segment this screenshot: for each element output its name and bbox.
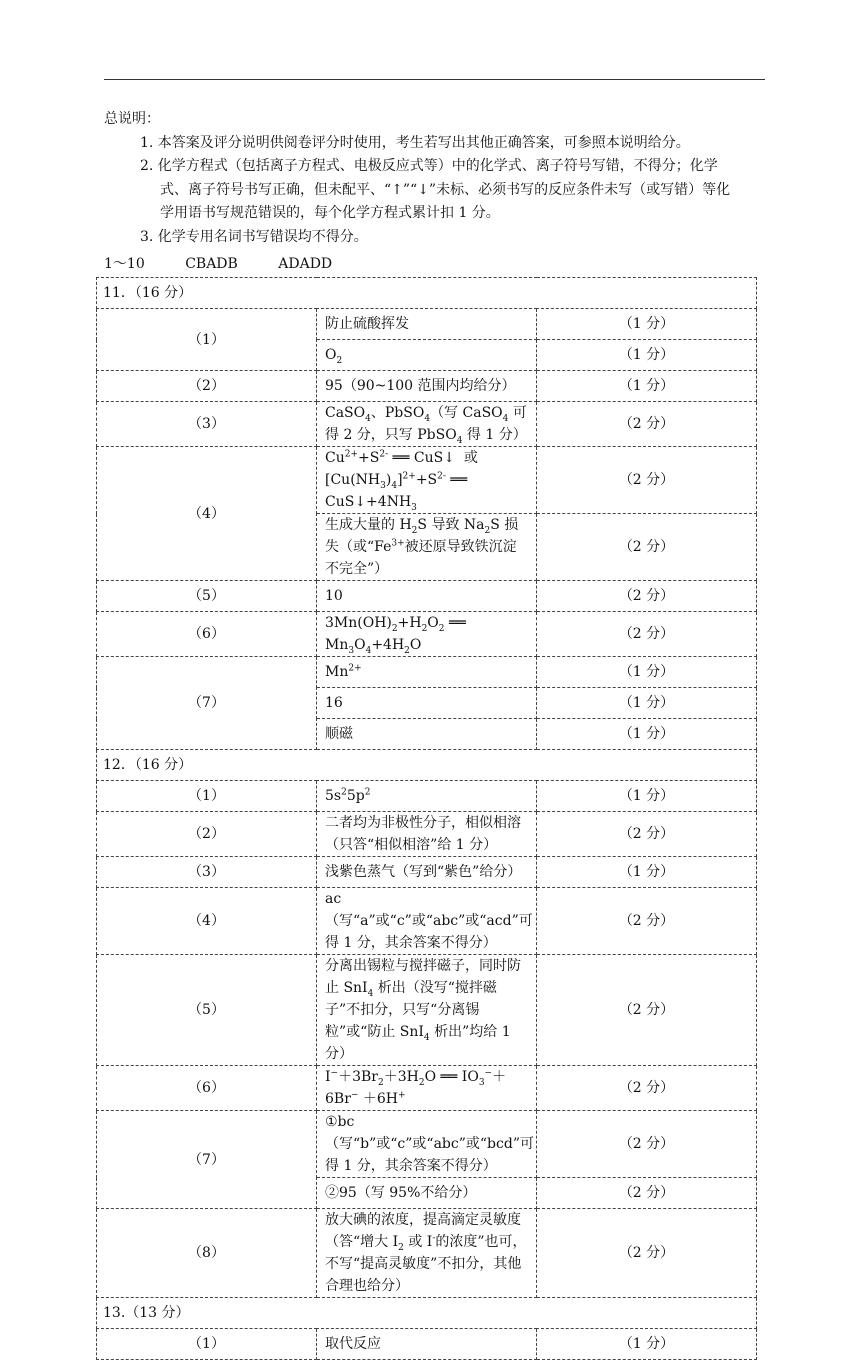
note-2-line-2: 式、离子符号书写正确，但未配平、“↑”“↓”未标、必须书写的反应条件未写（或写错）等化 — [160, 181, 731, 198]
q12-3-answer: 浅紫色蒸气（写到“紫色”给分） — [317, 857, 537, 888]
q12-7-index: （7） — [97, 1111, 317, 1209]
q11-6-index: （6） — [97, 612, 317, 657]
q12-3-index: （3） — [97, 857, 317, 888]
q11-6-answer: $3Mn(OH)_2+H_2O_2$ ══ $Mn_3O_4+4H_2O$ — [317, 612, 537, 657]
q11-4-answer-a: $Cu^{2+}+S^{2-}$ ══ CuS↓ 或 $[Cu(NH_3)_4]^{2+}+S^{2-}$ ══ $CuS↓+4NH_3$ — [317, 447, 537, 514]
q11-2-answer: 95（90~100 范围内均给分） — [317, 371, 537, 402]
q11-6-score: （2 分） — [537, 612, 757, 657]
q11-3-answer: CaSO$_4$、PbSO$_4$（写 CaSO$_4$ 可得 2 分，只写 PbSO$_4$ 得 1 分） — [317, 402, 537, 447]
table-row — [97, 857, 757, 888]
q11-4-index: （4） — [97, 447, 317, 581]
q11-3-score: （2 分） — [537, 402, 757, 447]
q11-7-score-a: （1 分） — [537, 657, 757, 688]
q11-5-score: （2 分） — [537, 581, 757, 612]
q12-4-score: （2 分） — [537, 888, 757, 955]
mcq-group-1: CBADB — [185, 256, 238, 272]
q12-1-index: （1） — [97, 781, 317, 812]
table-row — [97, 1111, 757, 1178]
table-row — [97, 371, 757, 402]
q12-5-answer: 分离出锡粒与搅拌磁子，同时防止 SnI$_4$ 析出（没写“搅拌磁子”不扣分，只写“分离锡粒”或“防止 SnI$_4$ 析出”均给 1 分） — [317, 955, 537, 1066]
q12-header: 12．（16 分） — [97, 750, 757, 781]
q11-4-score-a: （2 分） — [537, 447, 757, 514]
q11-2-index: （2） — [97, 371, 317, 402]
header-rule — [104, 79, 765, 80]
general-notes — [104, 108, 772, 249]
q11-7-answer-b: 16 — [317, 688, 537, 719]
q11-header: 11．（16 分） — [97, 278, 757, 309]
q12-2-score: （2 分） — [537, 812, 757, 857]
q11-7-answer-c: 顺磁 — [317, 719, 537, 750]
q11-1-index: （1） — [97, 309, 317, 371]
q12-2-index: （2） — [97, 812, 317, 857]
q12-1-score: （1 分） — [537, 781, 757, 812]
table-row — [97, 657, 757, 688]
q12-7-score-b: （2 分） — [537, 1178, 757, 1209]
table-row — [97, 1329, 757, 1360]
q11-2-score: （1 分） — [537, 371, 757, 402]
q11-3-index: （3） — [97, 402, 317, 447]
q12-4-index: （4） — [97, 888, 317, 955]
note-2-line-3: 学用语书写规范错误的，每个化学方程式累计扣 1 分。 — [160, 205, 500, 221]
q12-7-score-a: （2 分） — [537, 1111, 757, 1178]
q11-1-answer-b: $O_2$ — [317, 340, 537, 371]
q12-6-answer: $I^-+3Br_2+3H_2O$ ══ $IO_3^-+6Br^- +6H^+$ — [317, 1066, 537, 1111]
table-row — [97, 402, 757, 447]
section-header — [97, 750, 757, 781]
q12-2-answer: 二者均为非极性分子，相似相溶（只答“相似相溶”给 1 分） — [317, 812, 537, 857]
table-row — [97, 888, 757, 955]
q11-7-score-c: （1 分） — [537, 719, 757, 750]
section-header — [97, 1298, 757, 1329]
table-row — [97, 955, 757, 1066]
q11-5-index: （5） — [97, 581, 317, 612]
q13-1-answer: 取代反应 — [317, 1329, 537, 1360]
q13-1-score: （1 分） — [537, 1329, 757, 1360]
q11-7-index: （7） — [97, 657, 317, 750]
table-row — [97, 447, 757, 514]
q12-6-index: （6） — [97, 1066, 317, 1111]
table-row — [97, 812, 757, 857]
note-2: 2. 化学方程式（包括离子方程式、电极反应式等）中的化学式、离子符号写错，不得分；化学 — [140, 158, 718, 174]
q13-1-index: （1） — [97, 1329, 317, 1360]
q12-5-index: （5） — [97, 955, 317, 1066]
mcq-range: 1～10 — [104, 256, 145, 272]
notes-title: 总说明： — [104, 111, 160, 127]
q12-8-score: （2 分） — [537, 1209, 757, 1298]
q12-8-index: （8） — [97, 1209, 317, 1298]
q12-3-score: （1 分） — [537, 857, 757, 888]
q11-1-score-b: （1 分） — [537, 340, 757, 371]
q11-4-score-b: （2 分） — [537, 514, 757, 581]
mcq-group-2: ADADD — [278, 256, 333, 272]
q12-7-answer-b: ②95（写 95%不给分） — [317, 1178, 537, 1209]
table-row — [97, 1066, 757, 1111]
q12-7-answer-a: ①bc（写“b”或“c”或“abc”或“bcd”可得 1 分，其余答案不得分） — [317, 1111, 537, 1178]
q12-6-score: （2 分） — [537, 1066, 757, 1111]
q11-4-answer-b: 生成大量的 $H_2S$ 导致 $Na_2S$ 损失（或“$Fe^{3+}$被还原导致铁沉淀不完全”） — [317, 514, 537, 581]
scoring-table — [96, 277, 757, 1360]
q11-1-score-a: （1 分） — [537, 309, 757, 340]
q12-5-score: （2 分） — [537, 955, 757, 1066]
q11-1-answer-a: 防止硫酸挥发 — [317, 309, 537, 340]
q11-7-score-b: （1 分） — [537, 688, 757, 719]
q11-7-answer-a: $Mn^{2+}$ — [317, 657, 537, 688]
table-row — [97, 781, 757, 812]
note-1: 1. 本答案及评分说明供阅卷评分时使用，考生若写出其他正确答案，可参照本说明给分。 — [140, 134, 690, 151]
q13-header: 13.（13 分） — [97, 1298, 757, 1329]
q12-1-answer: $5s^25p^2$ — [317, 781, 537, 812]
table-row — [97, 581, 757, 612]
q12-4-answer: ac（写“a”或“c”或“abc”或“acd”可得 1 分，其余答案不得分） — [317, 888, 537, 955]
table-row — [97, 309, 757, 340]
note-3: 3. 化学专用名词书写错误均不得分。 — [140, 228, 368, 245]
table-row — [97, 1209, 757, 1298]
mcq-answers — [104, 253, 368, 273]
q12-8-answer: 放大碘的浓度，提高滴定灵敏度（答“增大 $I_2$ 或 I-的浓度”也可，不写“提高灵敏度”不扣分，其他合理也给分） — [317, 1209, 537, 1298]
q11-5-answer: 10 — [317, 581, 537, 612]
table-row — [97, 612, 757, 657]
section-header — [97, 278, 757, 309]
